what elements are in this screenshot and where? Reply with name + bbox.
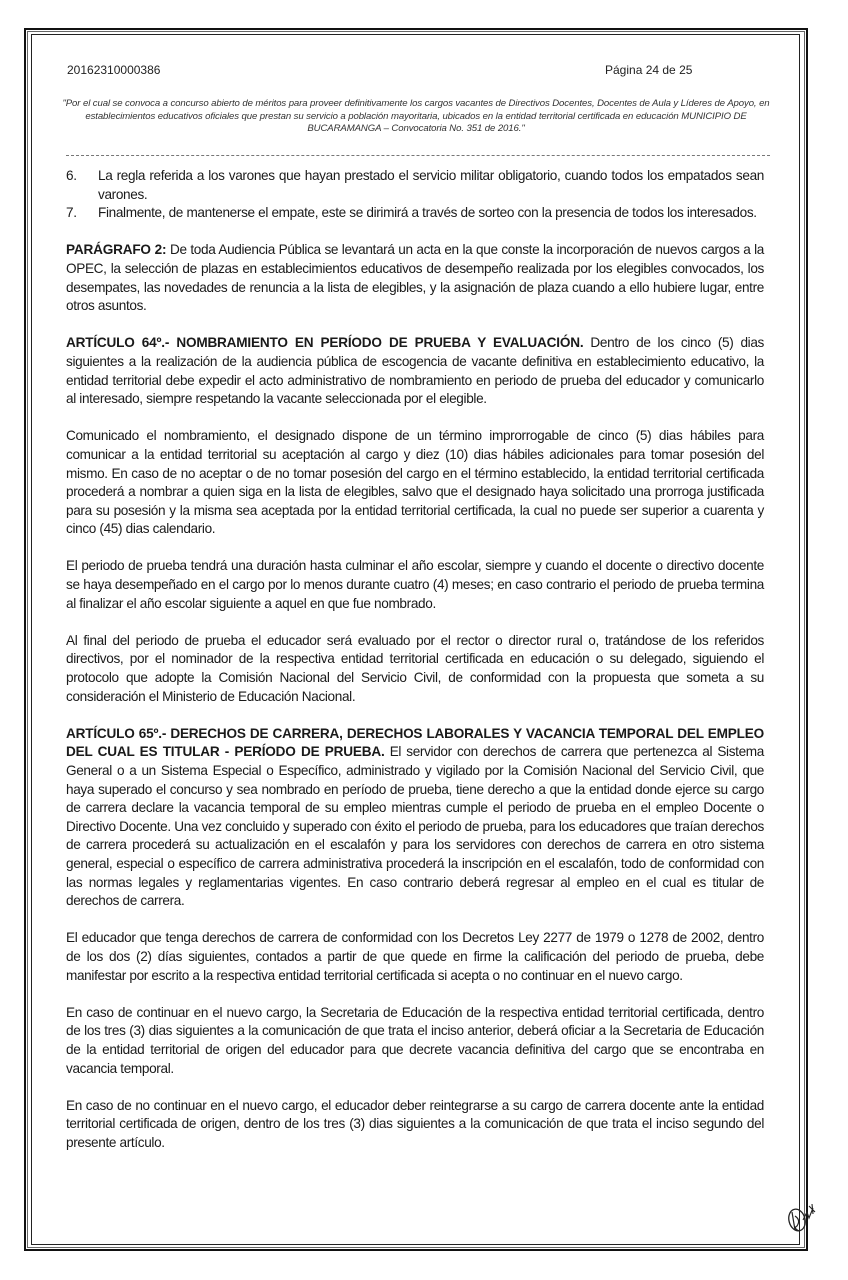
list-item-number: 6. xyxy=(66,168,77,183)
handwritten-initials-icon xyxy=(785,1198,819,1238)
articulo-65-paragraph: El educador que tenga derechos de carrera de conformidad con los Decretos Ley 2277 de 1979 o 1278 de 2002, dentro de los dos (2) días siguientes, contados a partir de que quede en firme la calificación del periodo de prueba, debe manifestar por escrito a la respectiva entidad territorial certificada si acepta o no continuar en el nuevo cargo. xyxy=(66,930,764,983)
paragrafo-2-label: PARÁGRAFO 2: xyxy=(66,242,167,258)
articulo-64-paragraph: Al final del periodo de prueba el educador será evaluado por el rector o director rural o, tratándose de los referidos directivos, por el nominador de la respectiva entidad territorial certificada en educación o su delegado, siguiendo el protocolo que adopte la Comisión Nacional del Servicio Civil, de conformidad con la propuesta que someta a su consideración el Ministerio de Educación Nacional. xyxy=(66,632,764,704)
list-item xyxy=(66,167,764,204)
articulo-65-paragraph: En caso de continuar en el nuevo cargo, la Secretaria de Educación de la respectiva entidad territorial certificada, dentro de los tres (3) dias siguientes a la comunicación de que trata el inciso anterior, deberá oficiar a la Secretaria de Educación de la entidad territorial de origen del educador para que decrete vacancia definitiva del cargo que se encontraba en vacancia temporal. xyxy=(66,1004,764,1076)
list-item xyxy=(66,204,764,223)
articulo-64 xyxy=(66,334,764,408)
list-item-number: 7. xyxy=(66,205,77,221)
paragrafo-2-text: De toda Audiencia Pública se levantará un acta en la que conste la incorporación de nuevos cargos a la OPEC, la selección de plazas en establecimientos educativos de desempeño realizada por los elegibles convocados, los desempates, las novedades de renuncia a la lista de elegibles, y la asignación de plaza cuando a ello hubiere lugar, entre otros asuntos. xyxy=(66,242,764,314)
articulo-64-title: ARTÍCULO 64º.- NOMBRAMIENTO EN PERÍODO DE PRUEBA Y EVALUACIÓN. xyxy=(66,335,584,351)
articulo-65-text: El servidor con derechos de carrera que pertenezca al Sistema General o a un Sistema Especial o Específico, administrado y vigilado por la Comisión Nacional del Servicio Civil, que haya superado el concurso y sea nombrado en período de prueba, tiene derecho a que la entidad donde ejerce su cargo de carrera declare la vacancia temporal de su empleo mientras cumple el periodo de prueba en el empleo Docente o Directivo Docente. Una vez concluido y superado con éxito el periodo de prueba, para los educadores que traían derechos de carrera procederá su actualización en el escalafón y para los servidores con derechos de carrera en otro sistema general, especial o específico de carrera administrativa procederá la inscripción en el escalafón, todo de conformidad con las normas legales y reglamentarias vigentes. En caso contrario deberá regresar al empleo en el cual es titular de derechos de carrera. xyxy=(66,744,764,909)
tiebreak-list xyxy=(66,167,764,223)
document-body xyxy=(66,167,764,1171)
articulo-64-text: Dentro de los cinco (5) dias siguientes a la realización de la audiencia pública de escogencia de vacante definitiva en establecimiento educativo, la entidad territorial debe expedir el acto administrativo de nombramiento en periodo de prueba del educador y comunicarlo al interesado, siempre respetando la vacante seleccionada por el elegible. xyxy=(66,335,764,407)
header-separator xyxy=(66,155,770,156)
articulo-64-paragraph: El periodo de prueba tendrá una duración hasta culminar el año escolar, siempre y cuando el docente o directivo docente se haya desempeñado en el cargo por lo menos durante cuatro (4) meses; en caso contrario el periodo de prueba termina al finalizar el año escolar siguiente a aquel en que fue nombrado. xyxy=(66,558,764,611)
articulo-65-title: ARTÍCULO 65º.- DERECHOS DE CARRERA, DERECHOS LABORALES Y VACANCIA TEMPORAL DEL EMPLEO DEL CUAL ES TITULAR - PERÍODO DE PRUEBA. xyxy=(66,725,764,760)
paragrafo-2 xyxy=(66,241,764,315)
list-item-text: Finalmente, de mantenerse el empate, este se dirimirá a través de sorteo con la presencia de todos los interesados. xyxy=(98,205,757,221)
resolution-title-quote: "Por el cual se convoca a concurso abierto de méritos para proveer definitivamente los cargos vacantes de Directivos Docentes, Docentes de Aula y Líderes de Apoyo, en establecimientos educativos oficiales que prestan su servicio a población mayoritaria, ubicados en la entidad territorial certificada en educación MUNICIPIO DE BUCARAMANGA – Convocatoria No. 351 de 2016." xyxy=(62,98,770,134)
document-number: 20162310000386 xyxy=(67,63,161,77)
page-number: Página 24 de 25 xyxy=(605,63,693,77)
articulo-65-paragraph: En caso de no continuar en el nuevo cargo, el educador deber reintegrarse a su cargo de carrera docente ante la entidad territorial certificada de origen, dentro de los tres (3) dias siguientes a la comunicación de que trata el inciso segundo del presente artículo. xyxy=(66,1097,764,1150)
articulo-64-paragraph: Comunicado el nombramiento, el designado dispone de un término improrrogable de cinco (5) dias hábiles para comunicar a la entidad territorial su aceptación al cargo y diez (10) dias hábiles adicionales para tomar posesión del mismo. En caso de no aceptar o de no tomar posesión del cargo en el término establecido, la entidad territorial certificada procederá a nombrar a quien siga en la lista de elegibles, salvo que el designado haya solicitado una prorroga justificada para su posesión y la misma sea aceptada por la entidad territorial certificada, la cual no puede ser superior a cuarenta y cinco (45) dias calendario. xyxy=(66,428,764,537)
list-item-text: La regla referida a los varones que hayan prestado el servicio militar obligatorio, cuando todos los empatados sean varones. xyxy=(98,168,764,202)
articulo-65 xyxy=(66,725,764,911)
